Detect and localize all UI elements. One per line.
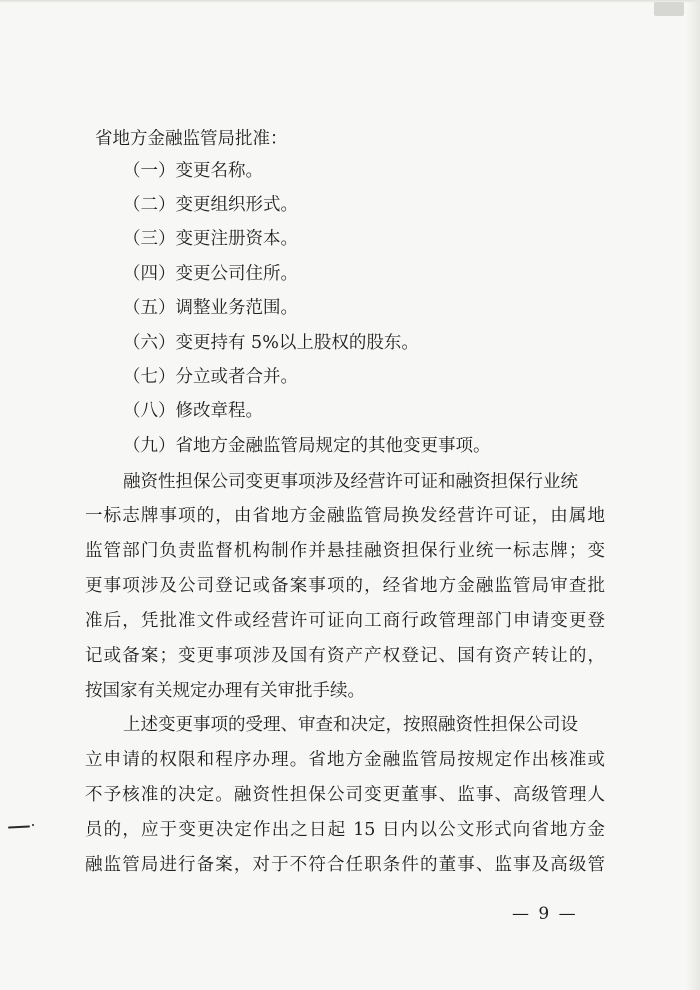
paragraph-1-line-1: 融资性担保公司变更事项涉及经营许可证和融资担保行业统 <box>123 472 578 492</box>
page-number: — 9 — <box>512 904 578 924</box>
paragraph-2-line-1: 上述变更事项的受理、审查和决定，按照融资性担保公司设 <box>123 715 578 735</box>
scan-corner-mark <box>654 2 684 16</box>
list-item-1: （一）变更名称。 <box>123 161 263 181</box>
list-item-9: （九）省地方金融监管局规定的其他变更事项。 <box>123 436 491 456</box>
paragraph-1-line-4: 更事项涉及公司登记或备案事项的，经省地方金融监管局审查批 <box>85 576 605 596</box>
paragraph-2-line-3: 不予核准的决定。融资性担保公司变更董事、监事、高级管理人 <box>85 785 605 805</box>
scan-speck <box>8 825 30 828</box>
paragraph-2-line-4: 员的，应于变更决定作出之日起 15 日内以公文形式向省地方金 <box>85 820 605 840</box>
list-item-2: （二）变更组织形式。 <box>123 195 298 215</box>
paragraph-2-line-5: 融监管局进行备案，对于不符合任职条件的董事、监事及高级管 <box>85 855 605 875</box>
paragraph-1-line-5: 准后，凭批准文件或经营许可证向工商行政管理部门申请变更登 <box>85 611 605 631</box>
paragraph-2-line-2: 立申请的权限和程序办理。省地方金融监管局按规定作出核准或 <box>85 750 605 770</box>
paragraph-1-line-2: 一标志牌事项的，由省地方金融监管局换发经营许可证，由属地 <box>85 506 605 526</box>
list-item-6: （六）变更持有 5%以上股权的股东。 <box>123 333 419 353</box>
scan-edge-top <box>0 0 700 3</box>
text-line-1: 省地方金融监管局批准： <box>95 129 288 149</box>
scan-speck-dot <box>32 824 34 826</box>
list-item-8: （八）修改章程。 <box>123 401 263 421</box>
paragraph-1-line-3: 监管部门负责监督机构制作并悬挂融资担保行业统一标志牌；变 <box>85 541 605 561</box>
list-item-5: （五）调整业务范围。 <box>123 298 298 318</box>
scan-edge-right <box>686 0 700 990</box>
paragraph-1-line-6: 记或备案；变更事项涉及国有资产产权登记、国有资产转让的， <box>85 646 605 666</box>
paragraph-1-line-7: 按国家有关规定办理有关审批手续。 <box>85 681 365 701</box>
list-item-7: （七）分立或者合并。 <box>123 367 298 387</box>
list-item-3: （三）变更注册资本。 <box>123 229 298 249</box>
list-item-4: （四）变更公司住所。 <box>123 264 298 284</box>
